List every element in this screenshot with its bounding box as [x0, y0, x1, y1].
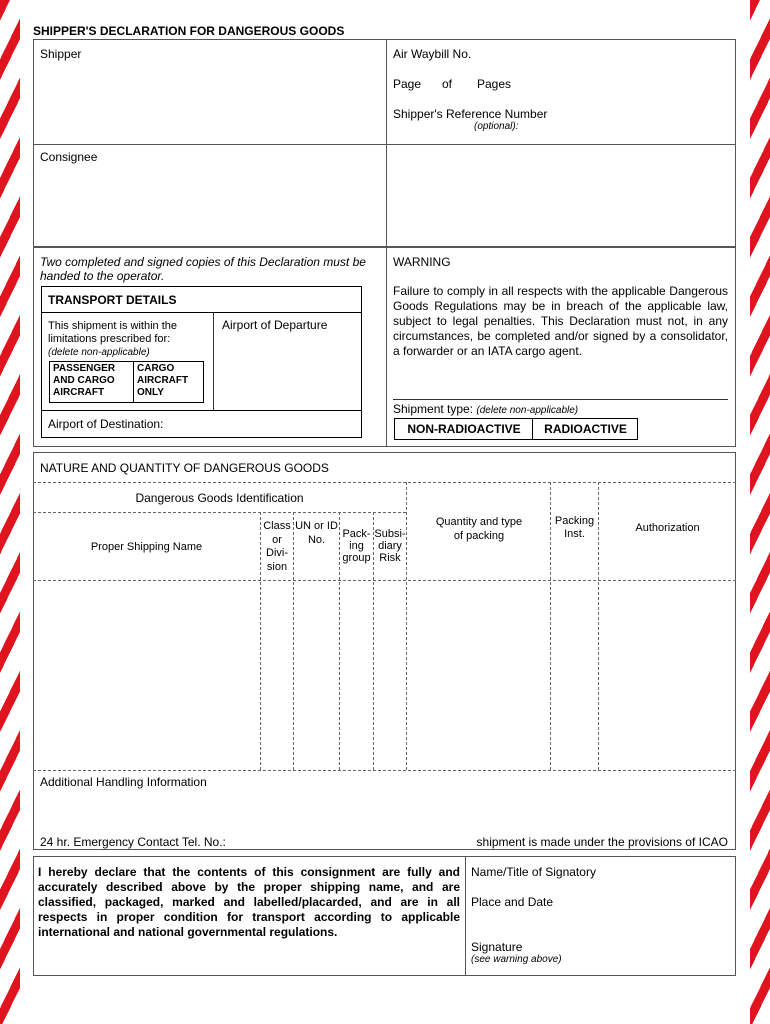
- emergency-contact-label: 24 hr. Emergency Contact Tel. No.:: [40, 835, 226, 849]
- signatory-name-label: Name/Title of Signatory: [471, 865, 596, 879]
- goods-identification-header: Dangerous Goods Identification: [135, 491, 304, 505]
- of-label: of: [442, 77, 453, 91]
- airport-of-departure-label: Airport of Departure: [222, 318, 328, 332]
- airport-of-destination-field[interactable]: [210, 414, 358, 434]
- packing-group-header: Pack- ing group: [342, 528, 371, 564]
- radioactive-option[interactable]: RADIOACTIVE: [544, 422, 627, 436]
- passenger-cargo-aircraft-option[interactable]: PASSENGER AND CARGO AIRCRAFT: [53, 363, 116, 398]
- icao-provision-text: shipment is made under the provisions of ICAO: [476, 835, 728, 849]
- place-date-label: Place and Date: [471, 895, 554, 909]
- consignee-field[interactable]: [37, 166, 382, 244]
- goods-entry-area[interactable]: [36, 583, 732, 767]
- airport-of-destination-label: Airport of Destination:: [48, 417, 164, 431]
- subsidiary-risk-header: Subsi- diary Risk: [374, 528, 406, 564]
- pages-label: Pages: [477, 77, 512, 91]
- warning-title: WARNING: [393, 255, 451, 269]
- shipper-label: Shipper: [40, 47, 82, 61]
- shipment-type-label: Shipment type:: [393, 402, 474, 416]
- cargo-aircraft-only-option[interactable]: CARGO AIRCRAFT ONLY: [137, 363, 189, 398]
- non-radioactive-option[interactable]: NON-RADIOACTIVE: [407, 422, 521, 436]
- packing-instruction-header: Packing Inst.: [554, 515, 595, 540]
- see-warning-note: (see warning above): [471, 954, 562, 965]
- declaration-statement: I hereby declare that the contents of this consignment are fully and accurately described above by the proper shipping name, and are classified, packaged, marked and labelled/placarded, and are in all respects in proper condition for transport according to applicable international and national governmental regulations.: [38, 865, 460, 939]
- transport-details-title: TRANSPORT DETAILS: [48, 293, 177, 307]
- air-waybill-label: Air Waybill No.: [393, 47, 472, 61]
- class-division-header: Class or Divi- sion: [263, 520, 291, 573]
- right-hazard-stripe: [750, 0, 770, 1024]
- form-title: SHIPPER'S DECLARATION FOR DANGEROUS GOODS: [33, 24, 345, 38]
- reference-optional-note: (optional):: [474, 121, 519, 132]
- quantity-packing-header: Quantity and type of packing: [435, 516, 523, 542]
- delete-non-applicable-note: (delete non-applicable): [48, 347, 150, 358]
- authorization-header: Authorization: [635, 522, 700, 534]
- proper-shipping-name-header: Proper Shipping Name: [90, 541, 203, 553]
- copies-note: Two completed and signed copies of this Declaration must be handed to the operator.: [40, 255, 366, 283]
- shipment-type-note: (delete non-applicable): [476, 405, 579, 416]
- un-id-number-header: UN or ID No.: [295, 520, 338, 546]
- warning-text: Failure to comply in all respects with the applicable Dangerous Goods Regulations may be in breach of the applicable law, subject to legal penalties. This Declaration must not, in any circumstances, be completed and/or signed by a consolidator, a forwarder or an IATA cargo agent.: [393, 284, 728, 358]
- additional-handling-label: Additional Handling Information: [40, 775, 207, 789]
- airport-of-departure-field[interactable]: [218, 334, 358, 406]
- shipper-reference-label: Shipper's Reference Number: [393, 107, 548, 121]
- shipment-type-row: [393, 402, 578, 416]
- goods-section-title: NATURE AND QUANTITY OF DANGEROUS GOODS: [40, 461, 329, 475]
- left-hazard-stripe: [0, 0, 20, 1024]
- consignee-label: Consignee: [40, 150, 98, 164]
- signature-label: Signature: [471, 940, 523, 954]
- limitations-text: This shipment is within the limitations prescribed for:: [48, 320, 177, 345]
- additional-handling-field[interactable]: [36, 792, 732, 828]
- page-label: Page: [393, 77, 422, 91]
- shipper-field[interactable]: [37, 62, 382, 140]
